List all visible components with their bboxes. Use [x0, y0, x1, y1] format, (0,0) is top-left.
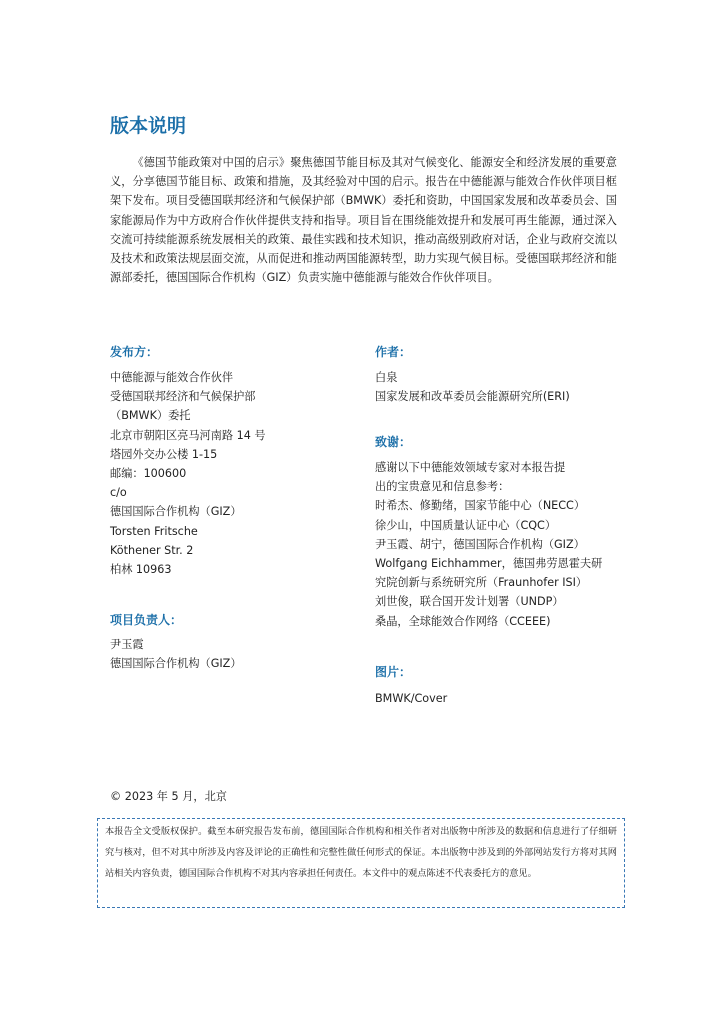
publisher-line: （BMWK）委托: [110, 409, 191, 423]
publisher-line: 柏林 10963: [110, 563, 172, 577]
disclaimer-box: 本报告全文受版权保护。截至本研究报告发布前，德国国际合作机构和相关作者对出版物中所涉及的数据和信息进行了仔细研究与核对，但不对其中所涉及内容及评论的正确性和完整性做任何形式的保证。本出版物中涉及到的外部网站发行方将对其网站相关内容负责，德国国际合作机构不对其内容承担任何责任。本文件中的观点陈述不代表委托方的意见。: [97, 818, 625, 908]
project-lead-line: 德国国际合作机构（GIZ）: [110, 657, 242, 671]
thanks-line: 究院创新与系统研究所（Fraunhofer ISI）: [375, 576, 588, 590]
publisher-line: Köthener Str. 2: [110, 543, 194, 557]
publisher-line: 邮编：100600: [110, 467, 187, 481]
project-lead-line: 尹玉霞: [110, 638, 144, 651]
publisher-line: 中德能源与能效合作伙伴: [110, 371, 234, 384]
thanks-line: 尹玉霞、胡宁，德国国际合作机构（GIZ）: [375, 537, 585, 551]
author-line: 白泉: [375, 371, 398, 384]
thanks-block: [375, 458, 602, 631]
images-heading: 图片：: [375, 665, 412, 679]
publisher-line: 塔园外交办公楼 1-15: [110, 447, 218, 461]
publisher-block: [110, 368, 266, 579]
thanks-line: 时希杰、修勤绪，国家节能中心（NECC）: [375, 499, 586, 513]
images-credit: BMWK/Cover: [375, 692, 448, 705]
project-lead-heading: 项目负责人：: [110, 613, 183, 627]
thanks-line: 桑晶，全球能效合作网络（CCEEE): [375, 614, 551, 628]
thanks-line: 刘世俊，联合国开发计划署（UNDP）: [375, 595, 564, 609]
author-heading: 作者：: [375, 345, 412, 359]
publisher-heading: 发布方：: [110, 345, 159, 359]
intro-paragraph: 《德国节能政策对中国的启示》聚焦德国节能目标及其对气候变化、能源安全和经济发展的重要意义，分享德国节能目标、政策和措施，及其经验对中国的启示。报告在中德能源与能效合作伙伴项目框架下发布。项目受德国联邦经济和气候保护部（BMWK）委托和资助，中国国家发展和改革委员会、国家能源局作为中方政府合作伙伴提供支持和指导。项目旨在围绕能效提升和发展可再生能源，通过深入交流可持续能源系统发展相关的政策、最佳实践和技术知识，推动高级别政府对话，企业与政府交流以及技术和政策法规层面交流，从而促进和推动两国能源转型，助力实现气候目标。受德国联邦经济和能源部委托，德国国际合作机构（GIZ）负责实施中德能源与能效合作伙伴项目。: [110, 156, 617, 285]
thanks-line: 徐少山，中国质量认证中心（CQC）: [375, 518, 557, 532]
publisher-line: 北京市朝阳区亮马河南路 14 号: [110, 428, 266, 442]
author-line: 国家发展和改革委员会能源研究所(ERI): [375, 390, 570, 404]
thanks-line: 感谢以下中德能效领域专家对本报告提: [375, 461, 566, 474]
thanks-line: 出的宝贵意见和信息参考：: [375, 480, 510, 494]
publisher-line: Torsten Fritsche: [110, 524, 198, 538]
author-block: [375, 368, 570, 406]
page-title: 版本说明: [110, 115, 187, 137]
publisher-line: 德国国际合作机构（GIZ）: [110, 505, 242, 519]
publisher-line: 受德国联邦经济和气候保护部: [110, 390, 256, 404]
images-block: [375, 689, 447, 708]
project-lead-block: [110, 635, 242, 673]
thanks-heading: 致谢：: [375, 435, 412, 449]
thanks-line: Wolfgang Eichhammer，德国弗劳恩霍夫研: [375, 557, 603, 571]
footer-date: © 2023 年 5 月，北京: [110, 790, 227, 803]
publisher-line: c/o: [110, 486, 127, 500]
